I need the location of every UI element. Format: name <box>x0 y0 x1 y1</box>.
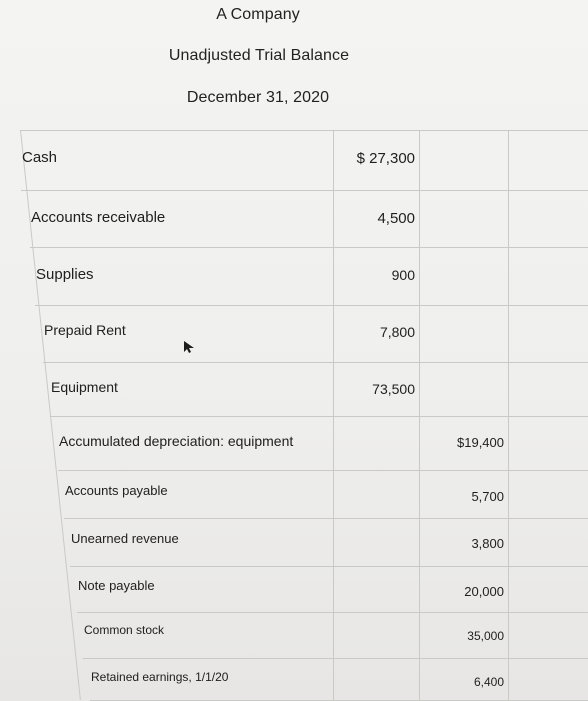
mouse-pointer-icon <box>183 340 197 354</box>
account-label: Cash <box>22 149 58 166</box>
row-separator <box>70 566 588 567</box>
report-title: Unadjusted Trial Balance <box>168 47 350 64</box>
row-separator <box>83 658 588 659</box>
debit-amount: 4,500 <box>377 210 415 227</box>
table-outer-top <box>20 130 588 131</box>
row-separator <box>21 190 588 191</box>
account-label: Unearned revenue <box>71 531 179 546</box>
account-label: Retained earnings, 1/1/20 <box>91 670 229 684</box>
row-separator <box>35 305 588 306</box>
credit-amount: 35,000 <box>467 629 504 643</box>
row-separator <box>58 470 588 471</box>
debit-amount: 7,800 <box>379 324 415 340</box>
account-label: Equipment <box>51 379 118 395</box>
row-separator <box>43 362 588 363</box>
row-separator <box>30 247 588 248</box>
column-divider-right <box>508 130 509 700</box>
company-name: A Company <box>216 6 300 23</box>
credit-amount: 6,400 <box>473 675 504 689</box>
row-separator <box>50 416 588 417</box>
column-divider-credit <box>419 130 420 700</box>
credit-amount: 5,700 <box>471 489 504 504</box>
row-separator <box>77 612 588 613</box>
account-label: Supplies <box>36 266 94 283</box>
credit-amount: 3,800 <box>471 536 504 551</box>
debit-amount: 900 <box>391 267 415 283</box>
account-label: Accounts payable <box>65 483 168 498</box>
credit-amount: $19,400 <box>457 435 504 450</box>
account-label: Prepaid Rent <box>44 322 126 338</box>
credit-amount: 20,000 <box>464 584 504 599</box>
account-label: Common stock <box>84 623 165 637</box>
account-label: Note payable <box>78 578 155 593</box>
account-label: Accounts receivable <box>31 209 166 226</box>
row-separator <box>64 518 588 519</box>
account-label: Accumulated depreciation: equipment <box>59 433 294 449</box>
report-date: December 31, 2020 <box>186 89 330 106</box>
debit-amount: $ 27,300 <box>356 150 415 167</box>
debit-amount: 73,500 <box>372 381 415 397</box>
